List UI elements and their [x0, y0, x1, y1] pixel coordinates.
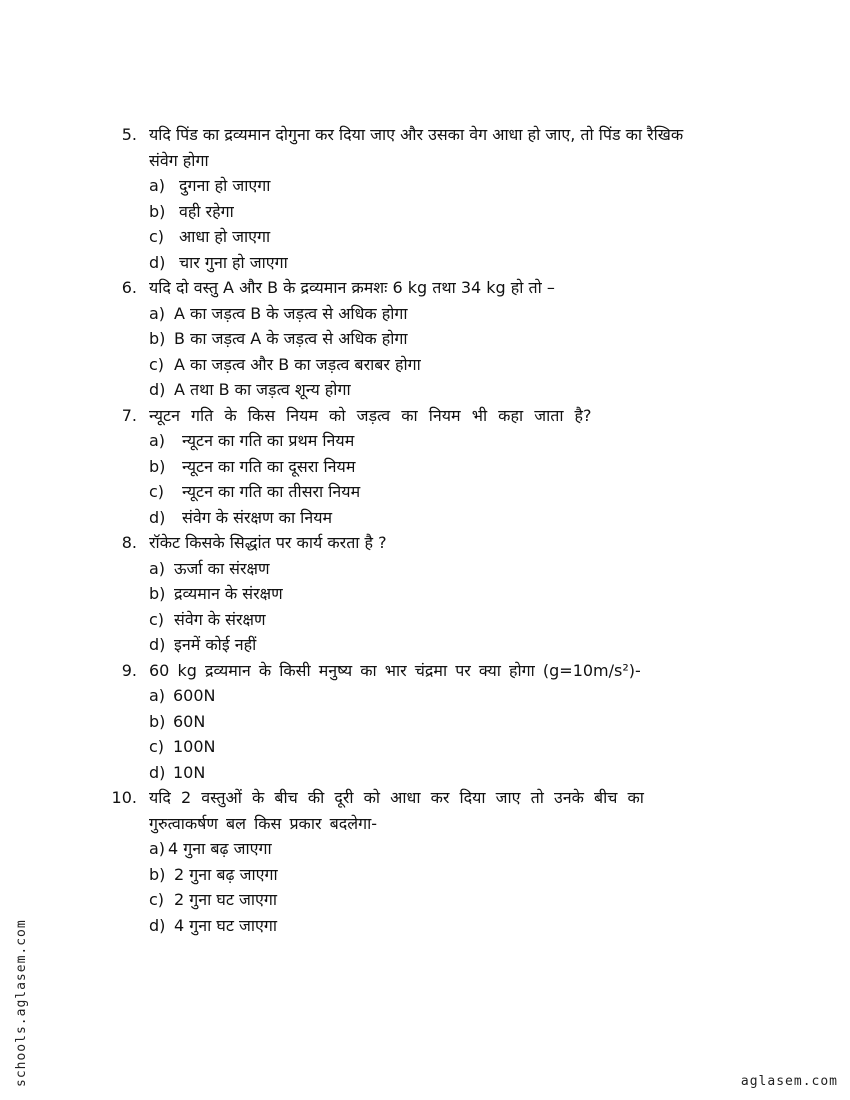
option-a	[0, 173, 850, 199]
option-letter: c)	[149, 354, 165, 374]
question-text-line-1: यदि 2 वस्तुओं के बीच की दूरी को आधा कर दिया जाए तो उनके बीच का	[149, 788, 644, 807]
option-letter: c)	[149, 609, 165, 629]
option-letter: b)	[149, 456, 166, 476]
option-text: 100N	[173, 737, 216, 756]
option-b	[0, 454, 850, 480]
option-text: A का जड़त्व B के जड़त्व से अधिक होगा	[174, 303, 408, 323]
option-text: न्यूटन का गति का तीसरा नियम	[182, 482, 361, 501]
option-text: वही रहेगा	[179, 201, 234, 221]
side-watermark: schools.aglasem.com	[14, 919, 29, 1087]
option-letter: d)	[149, 635, 166, 654]
option-d	[0, 632, 850, 658]
option-text: आधा हो जाएगा	[179, 227, 271, 246]
question-number: 6.	[121, 278, 137, 297]
option-text: 4 गुना बढ़ जाएगा	[168, 839, 272, 858]
option-text: 60N	[173, 711, 206, 731]
option-letter: b)	[149, 201, 166, 221]
option-letter: d)	[149, 380, 166, 399]
question-7	[0, 403, 850, 531]
option-letter: a)	[149, 558, 166, 578]
question-number: 5.	[121, 125, 137, 144]
question-text-line-1: यदि पिंड का द्रव्यमान दोगुना कर दिया जाए और उसका वेग आधा हो जाए, तो पिंड का रैखिक	[149, 125, 684, 144]
option-letter: d)	[149, 507, 166, 527]
option-b	[0, 862, 850, 888]
question-text-line-1: 60 kg द्रव्यमान के किसी मनुष्य का भार चंद्रमा पर क्या होगा (g=10m/s²)-	[149, 660, 641, 680]
question-text-line-1: न्यूटन गति के किस नियम को जड़त्व का नियम भी कहा जाता है?	[149, 405, 592, 425]
option-text: दुगना हो जाएगा	[179, 176, 271, 195]
option-text: संवेग के संरक्षण का नियम	[182, 507, 333, 527]
question-text-line-2: गुरुत्वाकर्षण बल किस प्रकार बदलेगा-	[149, 813, 378, 833]
option-text: 2 गुना बढ़ जाएगा	[174, 864, 278, 884]
option-text: संवेग के संरक्षण	[174, 609, 266, 629]
option-text: A तथा B का जड़त्व शून्य होगा	[174, 380, 351, 399]
option-c	[0, 224, 850, 250]
option-letter: a)	[149, 303, 166, 323]
option-a	[0, 428, 850, 454]
option-letter: d)	[149, 915, 166, 935]
option-letter: a)	[149, 176, 166, 195]
option-text: ऊर्जा का संरक्षण	[174, 558, 270, 578]
option-text: A का जड़त्व और B का जड़त्व बराबर होगा	[174, 354, 421, 374]
option-text: न्यूटन का गति का दूसरा नियम	[182, 456, 356, 476]
option-d	[0, 913, 850, 939]
option-letter: c)	[149, 890, 165, 909]
option-text: इनमें कोई नहीं	[174, 635, 257, 654]
option-text: 10N	[173, 762, 206, 782]
question-text-line-1: रॉकेट किसके सिद्धांत पर कार्य करता है ?	[149, 533, 387, 552]
option-letter: c)	[149, 227, 165, 246]
option-b	[0, 581, 850, 607]
option-text: न्यूटन का गति का प्रथम नियम	[182, 431, 355, 450]
option-letter: b)	[149, 584, 166, 603]
option-b	[0, 199, 850, 225]
option-a	[0, 301, 850, 327]
option-a	[0, 836, 850, 862]
option-text: B का जड़त्व A के जड़त्व से अधिक होगा	[174, 329, 408, 348]
option-b	[0, 709, 850, 735]
option-letter: d)	[149, 252, 166, 272]
option-d	[0, 760, 850, 786]
question-text-line-2: संवेग होगा	[149, 150, 209, 170]
option-letter: b)	[149, 329, 166, 348]
option-letter: b)	[149, 711, 166, 731]
question-number: 10.	[111, 788, 137, 807]
option-letter: b)	[149, 864, 166, 884]
option-text: द्रव्यमान के संरक्षण	[174, 584, 283, 603]
option-text: 600N	[173, 686, 216, 705]
question-list	[0, 122, 850, 938]
option-letter: a)	[149, 686, 166, 705]
option-letter: a)	[149, 839, 166, 858]
option-a	[0, 683, 850, 709]
question-6	[0, 275, 850, 403]
option-d	[0, 377, 850, 403]
option-a	[0, 556, 850, 582]
option-text: चार गुना हो जाएगा	[179, 252, 288, 272]
option-c	[0, 352, 850, 378]
option-b	[0, 326, 850, 352]
option-letter: a)	[149, 431, 166, 450]
option-letter: c)	[149, 482, 165, 501]
option-text: 2 गुना घट जाएगा	[174, 890, 278, 909]
option-c	[0, 887, 850, 913]
question-text-line-1: यदि दो वस्तु A और B के द्रव्यमान क्रमशः 6 kg तथा 34 kg हो तो –	[149, 278, 555, 297]
question-number: 7.	[121, 405, 137, 425]
option-c	[0, 734, 850, 760]
option-d	[0, 250, 850, 276]
question-10	[0, 785, 850, 938]
question-8	[0, 530, 850, 658]
option-c	[0, 479, 850, 505]
question-9	[0, 658, 850, 786]
question-5	[0, 122, 850, 275]
option-c	[0, 607, 850, 633]
option-letter: d)	[149, 762, 166, 782]
option-letter: c)	[149, 737, 165, 756]
question-number: 9.	[121, 660, 137, 680]
question-number: 8.	[121, 533, 137, 552]
option-text: 4 गुना घट जाएगा	[174, 915, 278, 935]
footer-watermark: aglasem.com	[740, 1074, 838, 1089]
option-d	[0, 505, 850, 531]
